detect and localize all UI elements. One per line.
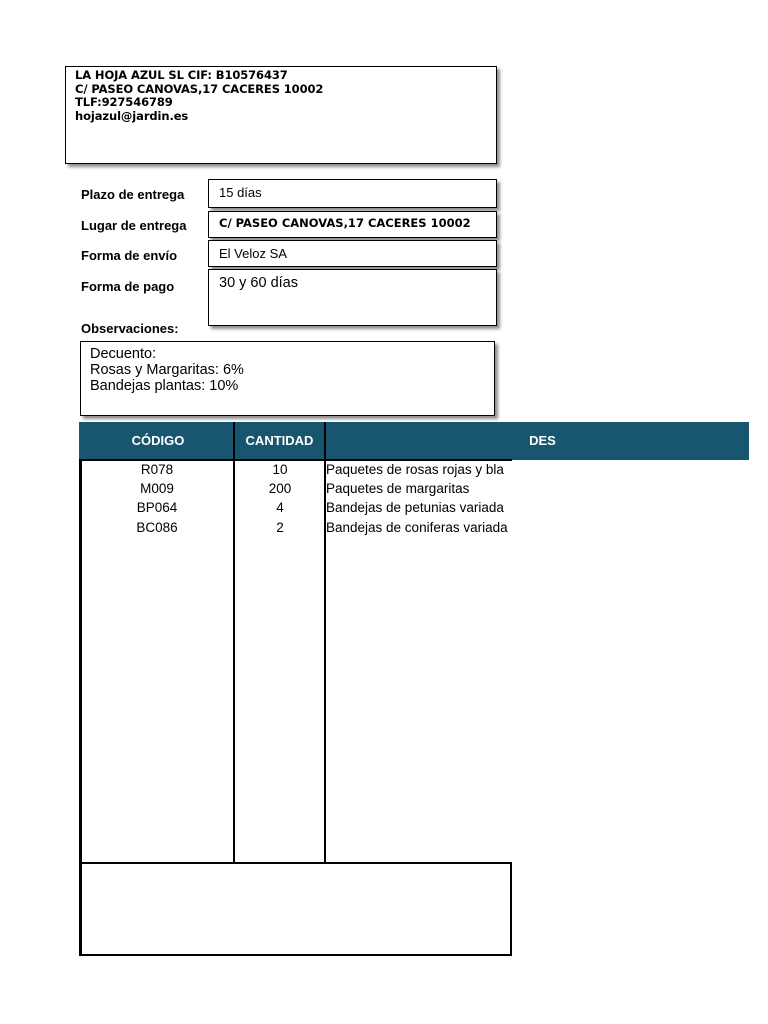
company-info-box [65, 66, 497, 164]
table-cell-code: BP064 [136, 500, 178, 515]
table-header [79, 422, 749, 460]
envio-field[interactable]: El Veloz SA [208, 240, 497, 267]
company-name: LA HOJA AZUL SL CIF: B10576437 [75, 68, 288, 82]
table-cell-qty: 200 [268, 481, 292, 496]
table-cell-desc: Paquetes de rosas rojas y bla [326, 462, 504, 477]
lugar-label: Lugar de entrega [81, 218, 187, 233]
totals-box [79, 862, 512, 956]
observaciones-box[interactable] [80, 341, 495, 416]
table-cell-desc: Bandejas de coniferas variada [326, 520, 508, 535]
lugar-field[interactable]: C/ PASEO CANOVAS,17 CACERES 10002 [208, 211, 497, 238]
table-cell-code: M009 [140, 481, 174, 496]
table-cell-qty: 10 [272, 462, 288, 477]
pago-field[interactable]: 30 y 60 días [208, 269, 497, 326]
column-divider [233, 460, 235, 863]
observaciones-line: Rosas y Margaritas: 6% [90, 362, 244, 378]
plazo-field[interactable]: 15 días [208, 179, 497, 208]
company-email: hojazul@jardin.es [75, 108, 189, 123]
company-phone: TLF:927546789 [75, 95, 173, 110]
table-cell-desc: Paquetes de margaritas [326, 481, 470, 496]
plazo-label: Plazo de entrega [81, 187, 185, 202]
table-cell-desc: Bandejas de petunias variada [326, 500, 504, 515]
header-cantidad: CANTIDAD [245, 433, 314, 448]
pago-label: Forma de pago [81, 279, 175, 294]
company-address: C/ PASEO CANOVAS,17 CACERES 10002 [75, 81, 324, 96]
table-cell-code: R078 [140, 462, 174, 477]
envio-label: Forma de envío [81, 248, 178, 263]
observaciones-line: Decuento: [90, 346, 157, 362]
observaciones-line: Bandejas plantas: 10% [90, 378, 239, 394]
table-cell-code: BC086 [136, 520, 178, 535]
table-cell-qty: 2 [276, 520, 284, 535]
header-descripcion: DES [529, 433, 556, 448]
header-codigo: CÓDIGO [131, 433, 185, 448]
table-cell-qty: 4 [276, 500, 284, 515]
observaciones-label: Observaciones: [81, 321, 179, 336]
